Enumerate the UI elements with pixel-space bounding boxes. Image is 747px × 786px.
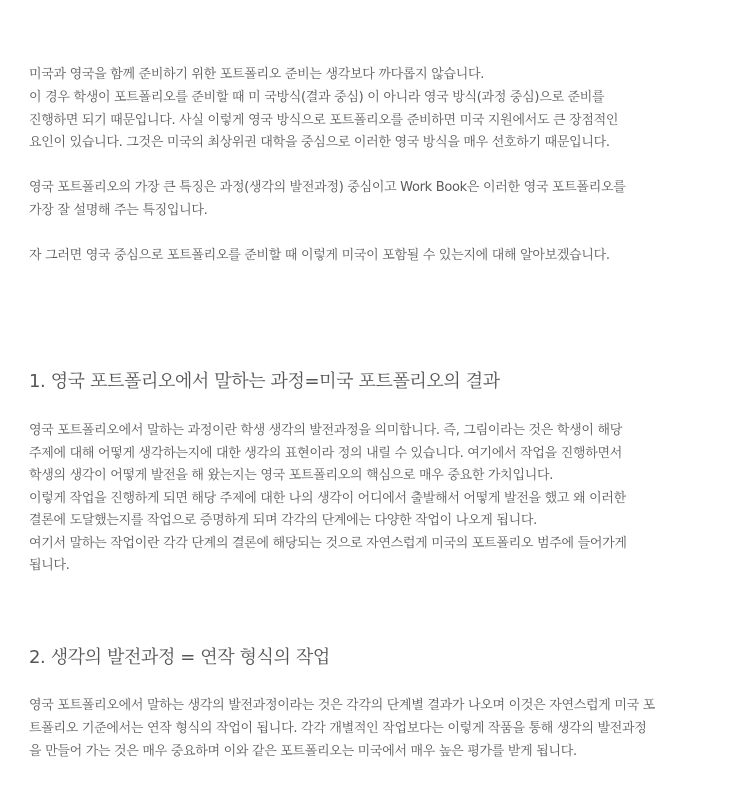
section-line: 영국 포트폴리오에서 말하는 과정이란 학생 생각의 발전과정을 의미합니다. 즉, 그림이라는 것은 학생이 해당 [29, 423, 623, 438]
intro-line: 가장 잘 설명해 주는 특징입니다. [29, 203, 208, 218]
section-line: 여기서 말하는 작업이란 각각 단계의 결론에 해당되는 것으로 자연스럽게 미국의 포트폴리오 범주에 들어가게 [29, 536, 627, 551]
intro-line: 이 경우 학생이 포트폴리오를 준비할 때 미 국방식(결과 중심) 이 아니라 영국 방식(과정 중심)으로 준비를 [29, 90, 605, 105]
intro-line: 요인이 있습니다. 그것은 미국의 최상위권 대학을 중심으로 이러한 영국 방식을 매우 선호하기 때문입니다. [29, 135, 610, 150]
intro-line: 미국과 영국을 함께 준비하기 위한 포트폴리오 준비는 생각보다 까다롭지 않습니다. [29, 67, 485, 82]
section-line: 학생의 생각이 어떻게 발전을 해 왔는지는 영국 포트폴리오의 핵심으로 매우 중요한 가치입니다. [29, 468, 554, 483]
section-heading: 2. 생각의 발전과정 = 연작 형식의 작업 [29, 647, 330, 668]
section-heading: 1. 영국 포트폴리오에서 말하는 과정=미국 포트폴리오의 결과 [29, 371, 500, 392]
intro-line: 자 그러면 영국 중심으로 포트폴리오를 준비할 때 이렇게 미국이 포함될 수 있는지에 대해 알아보겠습니다. [29, 248, 610, 263]
section-line: 결론에 도달했는지를 작업으로 증명하게 되며 각각의 단계에는 다양한 작업이 나오게 됩니다. [29, 513, 537, 528]
intro-line: 진행하면 되기 때문입니다. 사실 이렇게 영국 방식으로 포트폴리오를 준비하면 미국 지원에서도 큰 장점적인 [29, 113, 619, 128]
section-line: 영국 포트폴리오에서 말하는 생각의 발전과정이라는 것은 각각의 단계별 결과가 나오며 이것은 자연스럽게 미국 포 [29, 698, 655, 713]
section-line: 됩니다. [29, 558, 70, 573]
section-line: 트폴리오 기준에서는 연작 형식의 작업이 됩니다. 각각 개별적인 작업보다는 이렇게 작품을 통해 생각의 발전과정 [29, 721, 647, 736]
intro-line: 영국 포트폴리오의 가장 큰 특징은 과정(생각의 발전과정) 중심이고 Work Book은 이러한 영국 포트폴리오를 [29, 180, 626, 195]
section-line: 을 만들어 가는 것은 매우 중요하며 이와 같은 포트폴리오는 미국에서 매우 높은 평가를 받게 됩니다. [29, 744, 577, 759]
section-line: 주제에 대해 어떻게 생각하는지에 대한 생각의 표현이라 정의 내릴 수 있습니다. 여기에서 작업을 진행하면서 [29, 446, 623, 461]
section-line: 이렇게 작업을 진행하게 되면 해당 주제에 대한 나의 생각이 어디에서 출발해서 어떻게 발전을 했고 왜 이러한 [29, 491, 626, 506]
